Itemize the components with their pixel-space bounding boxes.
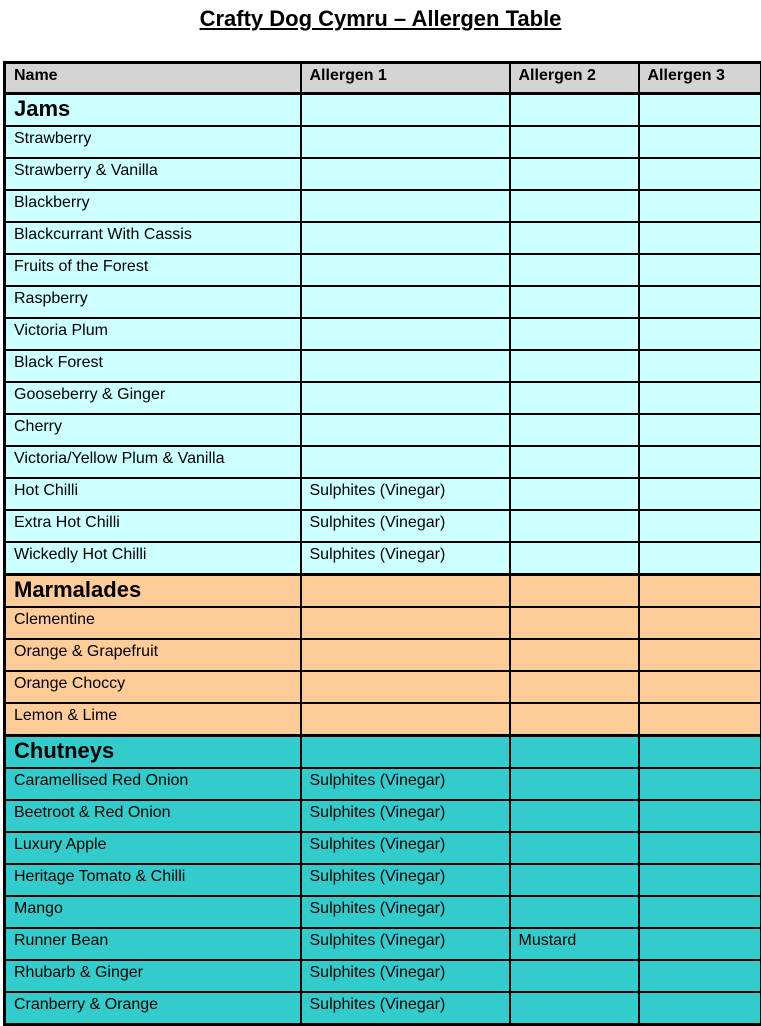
allergen-3-cell <box>639 992 761 1025</box>
product-name-cell: Strawberry & Vanilla <box>5 158 301 190</box>
allergen-1-cell: Sulphites (Vinegar) <box>301 478 510 510</box>
allergen-1-cell: Sulphites (Vinegar) <box>301 832 510 864</box>
product-name-cell: Luxury Apple <box>5 832 301 864</box>
column-header-name: Name <box>5 63 301 94</box>
section-heading-row-chutneys <box>5 736 761 769</box>
allergen-1-cell <box>301 350 510 382</box>
allergen-1-cell: Sulphites (Vinegar) <box>301 992 510 1025</box>
allergen-1-cell <box>301 254 510 286</box>
allergen-2-cell <box>510 832 639 864</box>
table-row <box>5 703 761 736</box>
allergen-1-cell: Sulphites (Vinegar) <box>301 768 510 800</box>
allergen-3-cell <box>639 928 761 960</box>
table-row <box>5 607 761 639</box>
product-name-cell: Hot Chilli <box>5 478 301 510</box>
product-name-cell: Strawberry <box>5 126 301 158</box>
allergen-2-cell <box>510 896 639 928</box>
product-name-cell: Blackcurrant With Cassis <box>5 222 301 254</box>
section-heading: Jams <box>5 94 301 127</box>
table-header-row <box>5 63 761 94</box>
allergen-1-cell <box>301 382 510 414</box>
product-name-cell: Beetroot & Red Onion <box>5 800 301 832</box>
allergen-1-cell: Sulphites (Vinegar) <box>301 896 510 928</box>
allergen-2-cell <box>510 671 639 703</box>
allergen-2-cell <box>510 414 639 446</box>
column-header-allergen-1: Allergen 1 <box>301 63 510 94</box>
table-row <box>5 222 761 254</box>
table-row <box>5 478 761 510</box>
allergen-3-cell <box>639 222 761 254</box>
allergen-1-cell <box>301 158 510 190</box>
allergen-2-cell <box>510 446 639 478</box>
table-row <box>5 318 761 350</box>
allergen-3-cell <box>639 382 761 414</box>
table-row <box>5 928 761 960</box>
table-row <box>5 126 761 158</box>
product-name-cell: Blackberry <box>5 190 301 222</box>
allergen-2-cell <box>510 254 639 286</box>
product-name-cell: Lemon & Lime <box>5 703 301 736</box>
allergen-2-cell <box>510 800 639 832</box>
table-row <box>5 446 761 478</box>
allergen-1-cell <box>301 639 510 671</box>
allergen-3-cell <box>639 286 761 318</box>
table-row <box>5 768 761 800</box>
empty-cell <box>639 736 761 769</box>
allergen-2-cell <box>510 864 639 896</box>
product-name-cell: Mango <box>5 896 301 928</box>
table-row <box>5 800 761 832</box>
allergen-1-cell <box>301 126 510 158</box>
table-row <box>5 286 761 318</box>
table-row <box>5 639 761 671</box>
allergen-1-cell <box>301 607 510 639</box>
section-heading-row-marmalades <box>5 575 761 608</box>
allergen-2-cell <box>510 318 639 350</box>
allergen-2-cell <box>510 960 639 992</box>
empty-cell <box>510 736 639 769</box>
allergen-1-cell <box>301 222 510 254</box>
page-title: Crafty Dog Cymru – Allergen Table <box>0 6 761 32</box>
product-name-cell: Cherry <box>5 414 301 446</box>
product-name-cell: Caramellised Red Onion <box>5 768 301 800</box>
allergen-2-cell <box>510 639 639 671</box>
product-name-cell: Wickedly Hot Chilli <box>5 542 301 575</box>
empty-cell <box>639 94 761 127</box>
table-row <box>5 896 761 928</box>
empty-cell <box>301 94 510 127</box>
product-name-cell: Rhubarb & Ginger <box>5 960 301 992</box>
allergen-3-cell <box>639 800 761 832</box>
allergen-3-cell <box>639 510 761 542</box>
allergen-1-cell <box>301 703 510 736</box>
allergen-3-cell <box>639 671 761 703</box>
allergen-3-cell <box>639 126 761 158</box>
allergen-1-cell <box>301 190 510 222</box>
allergen-2-cell <box>510 126 639 158</box>
allergen-3-cell <box>639 318 761 350</box>
table-row <box>5 671 761 703</box>
allergen-3-cell <box>639 768 761 800</box>
allergen-1-cell <box>301 671 510 703</box>
empty-cell <box>639 575 761 608</box>
section-heading: Chutneys <box>5 736 301 769</box>
table-row <box>5 542 761 575</box>
table-row <box>5 350 761 382</box>
allergen-3-cell <box>639 542 761 575</box>
empty-cell <box>510 94 639 127</box>
allergen-1-cell <box>301 414 510 446</box>
product-name-cell: Runner Bean <box>5 928 301 960</box>
allergen-3-cell <box>639 478 761 510</box>
allergen-1-cell: Sulphites (Vinegar) <box>301 960 510 992</box>
section-heading: Marmalades <box>5 575 301 608</box>
allergen-2-cell <box>510 382 639 414</box>
table-row <box>5 190 761 222</box>
allergen-1-cell: Sulphites (Vinegar) <box>301 864 510 896</box>
product-name-cell: Orange Choccy <box>5 671 301 703</box>
allergen-3-cell <box>639 607 761 639</box>
product-name-cell: Extra Hot Chilli <box>5 510 301 542</box>
allergen-1-cell <box>301 318 510 350</box>
allergen-2-cell <box>510 607 639 639</box>
allergen-2-cell <box>510 542 639 575</box>
table-row <box>5 992 761 1025</box>
table-row <box>5 382 761 414</box>
product-name-cell: Raspberry <box>5 286 301 318</box>
table-body <box>5 94 761 1025</box>
product-name-cell: Clementine <box>5 607 301 639</box>
allergen-3-cell <box>639 832 761 864</box>
product-name-cell: Heritage Tomato & Chilli <box>5 864 301 896</box>
allergen-2-cell <box>510 510 639 542</box>
empty-cell <box>301 736 510 769</box>
table-row <box>5 960 761 992</box>
allergen-3-cell <box>639 350 761 382</box>
empty-cell <box>510 575 639 608</box>
allergen-3-cell <box>639 639 761 671</box>
allergen-2-cell <box>510 350 639 382</box>
allergen-3-cell <box>639 960 761 992</box>
allergen-3-cell <box>639 414 761 446</box>
allergen-2-cell <box>510 222 639 254</box>
allergen-2-cell: Mustard <box>510 928 639 960</box>
allergen-2-cell <box>510 190 639 222</box>
product-name-cell: Fruits of the Forest <box>5 254 301 286</box>
section-heading-row-jams <box>5 94 761 127</box>
allergen-3-cell <box>639 158 761 190</box>
allergen-2-cell <box>510 703 639 736</box>
table-row <box>5 864 761 896</box>
empty-cell <box>301 575 510 608</box>
allergen-1-cell: Sulphites (Vinegar) <box>301 928 510 960</box>
allergen-1-cell: Sulphites (Vinegar) <box>301 800 510 832</box>
product-name-cell: Gooseberry & Ginger <box>5 382 301 414</box>
allergen-1-cell: Sulphites (Vinegar) <box>301 510 510 542</box>
allergen-2-cell <box>510 478 639 510</box>
allergen-3-cell <box>639 446 761 478</box>
allergen-1-cell: Sulphites (Vinegar) <box>301 542 510 575</box>
product-name-cell: Victoria Plum <box>5 318 301 350</box>
table-row <box>5 254 761 286</box>
allergen-1-cell <box>301 286 510 318</box>
allergen-2-cell <box>510 158 639 190</box>
table-row <box>5 832 761 864</box>
allergen-3-cell <box>639 896 761 928</box>
allergen-1-cell <box>301 446 510 478</box>
allergen-2-cell <box>510 992 639 1025</box>
column-header-allergen-3: Allergen 3 <box>639 63 761 94</box>
product-name-cell: Black Forest <box>5 350 301 382</box>
allergen-table <box>3 61 761 1026</box>
product-name-cell: Cranberry & Orange <box>5 992 301 1025</box>
column-header-allergen-2: Allergen 2 <box>510 63 639 94</box>
table-row <box>5 414 761 446</box>
allergen-3-cell <box>639 190 761 222</box>
allergen-2-cell <box>510 768 639 800</box>
table-row <box>5 510 761 542</box>
table-row <box>5 158 761 190</box>
allergen-3-cell <box>639 703 761 736</box>
product-name-cell: Orange & Grapefruit <box>5 639 301 671</box>
allergen-2-cell <box>510 286 639 318</box>
product-name-cell: Victoria/Yellow Plum & Vanilla <box>5 446 301 478</box>
allergen-3-cell <box>639 254 761 286</box>
allergen-3-cell <box>639 864 761 896</box>
